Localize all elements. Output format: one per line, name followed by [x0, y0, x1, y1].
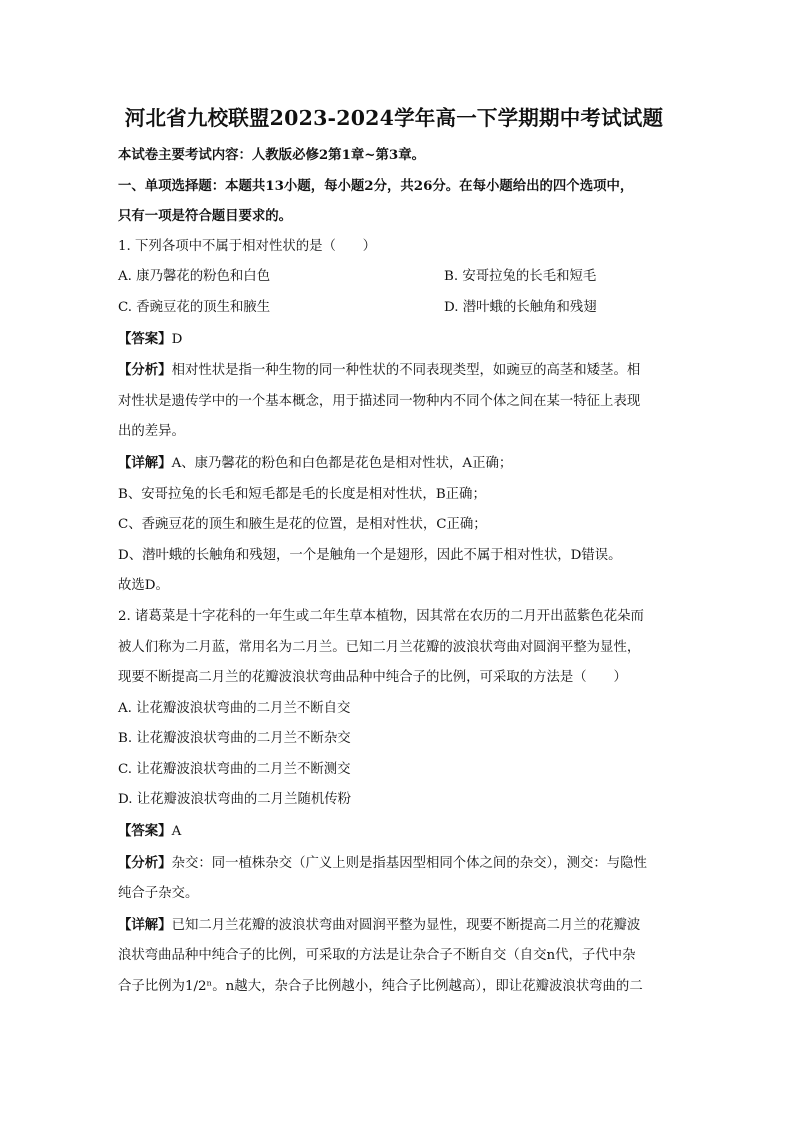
q2-answer-value: A: [171, 824, 182, 840]
q2-detail-line-1: [118, 910, 678, 942]
section-heading-line-1: 一、单项选择题：本题共13小题，每小题2分，共26分。在每小题给出的四个选项中，: [118, 177, 634, 194]
q1-option-b: B. 安哥拉兔的长毛和短毛: [444, 269, 597, 285]
q2-analysis-text-1: 杂交：同一植株杂交（广义上则是指基因型相同个体之间的杂交），测交：与隐性: [171, 855, 647, 871]
q1-detail-text-1: A、康乃馨花的粉色和白色都是花色是相对性状，A正确；: [171, 455, 513, 471]
q1-options-row-1: [118, 262, 678, 293]
q2-stem-line-2: 被人们称为二月蓝，常用名为二月兰。已知二月兰花瓣的波浪状弯曲对圆润平整为显性，: [118, 639, 641, 655]
q2-answer: [118, 816, 678, 848]
q2-stem-line-1: 2. 诸葛菜是十字花科的一年生或二年生草本植物，因其常在农历的二月开出蓝紫色花朵而: [118, 608, 644, 624]
document-title: 河北省九校联盟2023-2024学年高一下学期期中考试试题: [124, 106, 664, 130]
q2-option-a: A. 让花瓣波浪状弯曲的二月兰不断自交: [118, 700, 351, 716]
q2-option-b: B. 让花瓣波浪状弯曲的二月兰不断杂交: [118, 731, 351, 747]
q1-option-a: A. 康乃馨花的粉色和白色: [118, 269, 271, 285]
q1-stem: 1. 下列各项中不属于相对性状的是（ ）: [118, 238, 377, 254]
q1-detail-line-4: D、潜叶蛾的长触角和残翅，一个是触角一个是翅形，因此不属于相对性状，D错误。: [118, 547, 622, 563]
q1-options-row-2: [118, 293, 678, 324]
q1-option-c: C. 香豌豆花的顶生和腋生: [118, 299, 271, 315]
q1-analysis-line-3: 出的差异。: [118, 424, 185, 440]
q1-detail-line-1: [118, 448, 678, 480]
q1-analysis-line-1: [118, 355, 678, 387]
q2-analysis-line-2: 纯合子杂交。: [118, 886, 199, 902]
q2-analysis-tag: 【分析】: [118, 854, 172, 871]
q2-detail-text-1: 已知二月兰花瓣的波浪状弯曲对圆润平整为显性，现要不断提高二月兰的花瓣波: [171, 917, 641, 933]
q2-detail-tag: 【详解】: [118, 916, 172, 933]
q1-detail-line-3: C、香豌豆花的顶生和腋生是花的位置，是相对性状，C正确；: [118, 517, 487, 533]
q2-analysis-line-1: [118, 848, 678, 880]
q1-conclusion: 故选D。: [118, 578, 169, 594]
q1-analysis-line-2: 对性状是遗传学中的一个基本概念，用于描述同一物种内不同个体之间在某一特征上表现: [118, 393, 641, 409]
q1-detail-line-2: B、安哥拉兔的长毛和短毛都是毛的长度是相对性状，B正确；: [118, 486, 486, 502]
q2-detail-line-2: 浪状弯曲品种中纯合子的比例，可采取的方法是让杂合子不断自交（自交n代，子代中杂: [118, 948, 636, 964]
section-heading-line-2: 只有一项是符合题目要求的。: [118, 208, 293, 225]
q1-option-d: D. 潜叶蛾的长触角和残翅: [444, 299, 597, 315]
q2-answer-tag: 【答案】: [118, 823, 172, 840]
q2-option-d: D. 让花瓣波浪状弯曲的二月兰随机传粉: [118, 792, 352, 808]
q2-stem-line-3: 现要不断提高二月兰的花瓣波浪状弯曲品种中纯合子的比例，可采取的方法是（ ）: [118, 670, 627, 686]
q1-analysis-text-1: 相对性状是指一种生物的同一种性状的不同表现类型，如豌豆的高茎和矮茎。相: [171, 363, 641, 379]
exam-scope: 本试卷主要考试内容：人教版必修2第1章~第3章。: [118, 147, 425, 163]
q1-detail-tag: 【详解】: [118, 454, 172, 471]
q2-detail-line-3: 合子比例为1/2ⁿ。n越大，杂合子比例越小，纯合子比例越高），即让花瓣波浪状弯曲的二: [118, 979, 643, 995]
q1-answer-tag: 【答案】: [118, 330, 172, 347]
document-page: [118, 100, 678, 1003]
q1-answer-value: D: [171, 331, 183, 347]
q2-option-c: C. 让花瓣波浪状弯曲的二月兰不断测交: [118, 761, 351, 777]
q1-analysis-tag: 【分析】: [118, 362, 172, 379]
q1-answer: [118, 324, 678, 356]
